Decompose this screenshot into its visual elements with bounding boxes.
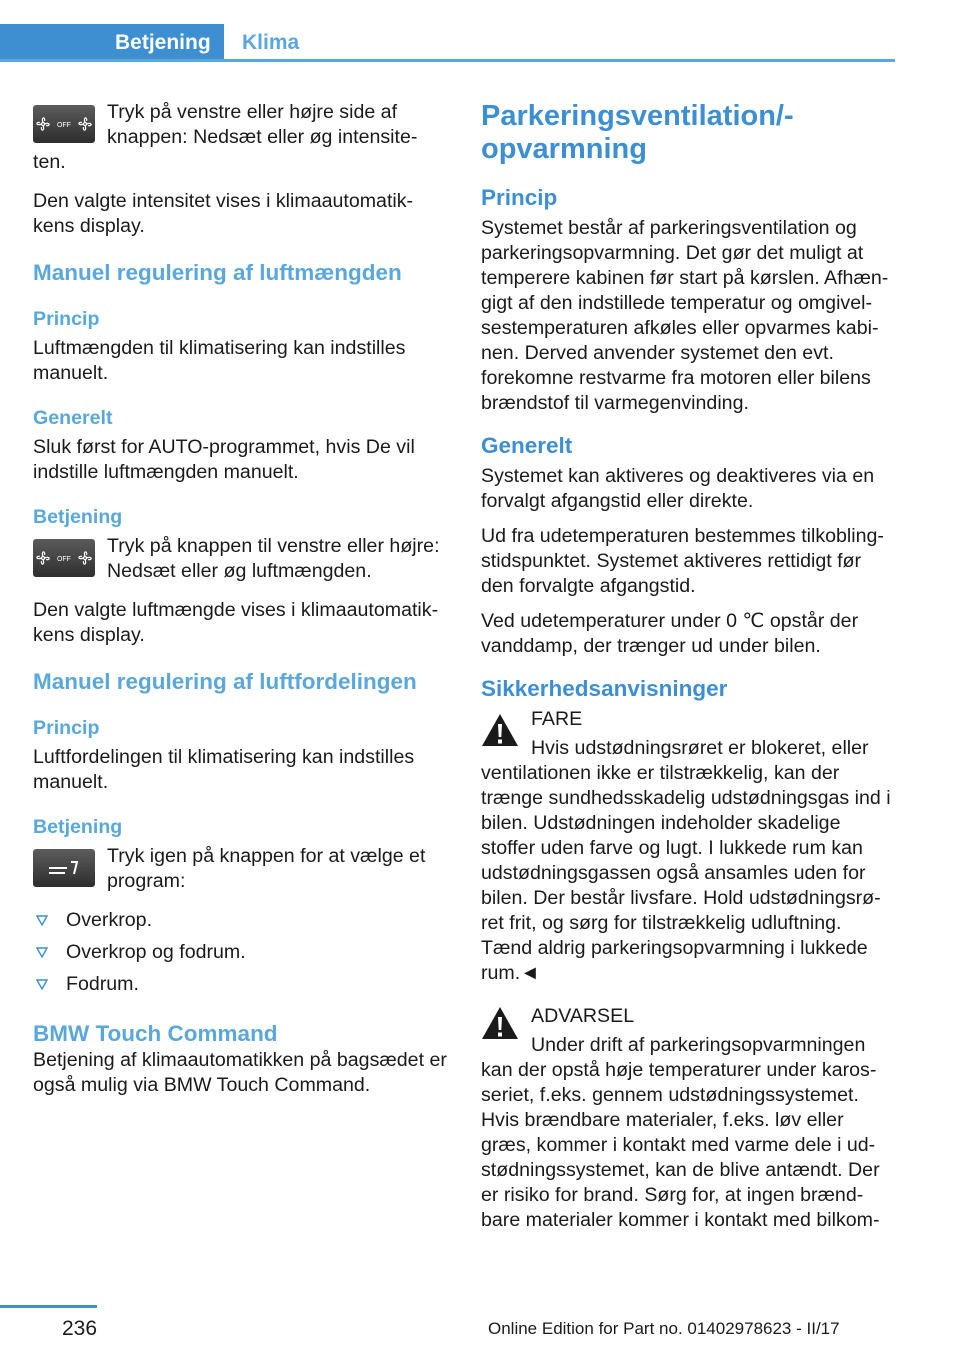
safety-heading: Sikkerhedsanvisninger <box>481 676 728 701</box>
intensity-display-note: Den valgte intensitet vises i klimaautomatik-kens display. <box>33 190 414 237</box>
bullet-triangle-icon <box>36 978 48 990</box>
air-distribution-button-icon <box>33 849 95 887</box>
fan-icon <box>33 545 53 571</box>
principle-heading: Princip <box>481 185 558 210</box>
edition-footer: Online Edition for Part no. 01402978623 - II/17 <box>488 1319 840 1338</box>
intensity-instruction: Tryk på venstre eller højre side af knappen: Nedsæt eller øg intensite-ten. <box>33 101 418 173</box>
fan-icon <box>75 545 95 571</box>
warning-text: Under drift af parkeringsopvarmningen kan der opstå høje temperaturer under karos-seriet, f.eks. gennem udstødningssystemet. Hvis brændbare materialer, f.eks. løv eller græs, kommer i kontakt med varme dele i ud-stødningssystemet, kan de blive antændt. Der er risiko for brand. Sørg for, at ingen brænd-bare materialer kommer i kontakt med bilkom- <box>481 1034 880 1231</box>
list-item <box>33 940 448 972</box>
airflow-principle-heading: Princip <box>33 308 100 330</box>
danger-label: FARE <box>531 708 583 730</box>
touch-command-heading: BMW Touch Command <box>33 1021 278 1046</box>
airflow-principle-text: Luftmængden til klimatisering kan indstilles manuelt. <box>33 337 406 384</box>
off-icon <box>57 119 71 129</box>
airflow-heading: Manuel regulering af luftmængden <box>33 260 402 285</box>
air-distribution-icon <box>47 857 81 879</box>
list-item <box>33 972 448 1004</box>
tab-betjening[interactable]: Betjening <box>0 24 224 62</box>
airflow-operation-text: Tryk på knappen til venstre eller højre: Nedsæt eller øg luftmængden. <box>107 535 440 582</box>
airflow-general-text: Sluk først for AUTO-programmet, hvis De vil indstille luftmængden manuelt. <box>33 436 415 483</box>
program-label: Fodrum. <box>66 973 139 995</box>
svg-text:OFF: OFF <box>57 122 71 129</box>
right-column <box>481 100 896 1243</box>
fan-intensity-button-icon <box>33 105 95 143</box>
list-item <box>33 908 448 940</box>
distribution-principle-text: Luftfordelingen til klimatisering kan indstilles manuelt. <box>33 746 415 793</box>
airflow-general-heading: Generelt <box>33 407 113 429</box>
warning-label: ADVARSEL <box>531 1005 635 1027</box>
header-rule <box>0 59 895 62</box>
left-column <box>33 100 448 1108</box>
general-text-2: Ud fra udetemperaturen bestemmes tilkobling-stidspunktet. Systemet aktiveres rettidigt før den forvalgte afgangstid. <box>481 525 884 597</box>
airflow-display-note: Den valgte luftmængde vises i klimaautomatik-kens display. <box>33 599 439 646</box>
distribution-operation-heading: Betjening <box>33 816 123 838</box>
fan-amount-button-icon <box>33 539 95 577</box>
principle-text: Systemet består af parkeringsventilation og parkeringsopvarmning. Det gør det muligt at temperere kabinen før start på kørslen. Afhæn-gigt af den indstillede temperatur og omgivel-sestemperaturen afkøles eller opvarmes kabi-nen. Derved anvender systemet den evt. forekomne restvarme fra motoren eller bilens brændstof til varmegenvinding. <box>481 217 889 414</box>
parking-ventilation-title: Parkeringsventilation/-opvarmning <box>481 100 794 165</box>
tab-klima[interactable]: Klima <box>242 31 300 54</box>
general-text-3: Ved udetemperaturer under 0 ℃ opstår der vanddamp, der trænger ud under bilen. <box>481 610 859 657</box>
fan-icon <box>33 111 53 137</box>
general-text-1: Systemet kan aktiveres og deaktiveres via en forvalgt afgangstid eller direkte. <box>481 465 875 512</box>
program-label: Overkrop. <box>66 909 153 931</box>
distribution-heading: Manuel regulering af luftfordelingen <box>33 669 417 694</box>
page-number-rule <box>0 1305 97 1308</box>
svg-text:OFF: OFF <box>57 556 71 563</box>
distribution-operation-text: Tryk igen på knappen for at vælge et program: <box>107 845 426 892</box>
airflow-operation-heading: Betjening <box>33 506 123 528</box>
general-heading: Generelt <box>481 433 573 458</box>
page-number: 236 <box>62 1317 98 1340</box>
danger-text: Hvis udstødningsrøret er blokeret, eller ventilationen ikke er tilstrækkelig, kan der trænge sundhedsskadelig udstødningsgas ind i bilen. Udstødningen indeholder skadelige stoffer uden farve og lugt. I lukkede rum kan udstødningsgassen også ansamles uden for bilen. Der består livsfare. Hold udstødningsrø-ret frit, og sørg for tilstrækkelig udluftning. Tænd aldrig parkeringsopvarmning i lukkede rum.◄ <box>481 737 891 984</box>
program-list <box>33 908 448 1004</box>
program-label: Overkrop og fodrum. <box>66 941 246 963</box>
fan-icon <box>75 111 95 137</box>
warning-triangle-icon <box>481 713 519 747</box>
distribution-principle-heading: Princip <box>33 717 100 739</box>
bullet-triangle-icon <box>36 914 48 926</box>
off-icon <box>57 553 71 563</box>
warning-triangle-icon <box>481 1006 519 1040</box>
bullet-triangle-icon <box>36 946 48 958</box>
header-tabs <box>0 24 895 62</box>
touch-command-text: Betjening af klimaautomatikken på bagsædet er også mulig via BMW Touch Command. <box>33 1049 447 1096</box>
